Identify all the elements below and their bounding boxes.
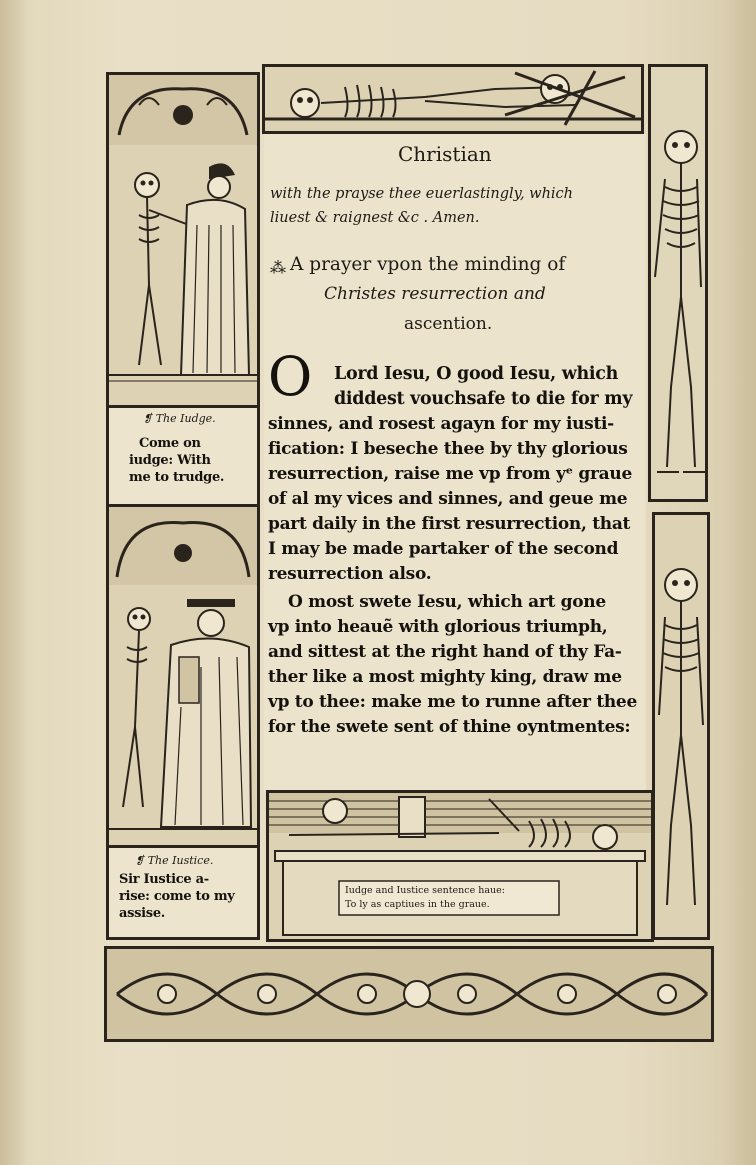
text-block xyxy=(264,134,646,792)
judge-and-death-icon xyxy=(109,75,257,405)
prayer-heading-mark: ⁂ xyxy=(270,258,286,277)
justice-caption-title: ❡ The Iustice. xyxy=(135,854,214,867)
justice-verse-line: Sir Iustice a- xyxy=(119,872,209,887)
justice-and-death-icon xyxy=(109,507,257,845)
intro-line: liuest & raignest &c . Amen. xyxy=(270,210,480,226)
body-line: diddest vouchsafe to die for my xyxy=(334,389,633,409)
judge-verse-line: Come on xyxy=(139,436,201,451)
body-line: of al my vices and sinnes, and geue me xyxy=(268,489,628,509)
tomb-woodcut xyxy=(266,790,654,942)
prayer-heading-line: A prayer vpon the minding of xyxy=(290,254,566,275)
body-line: sinnes, and rosest agayn for my iusti- xyxy=(268,414,614,434)
justice-verse-line: assise. xyxy=(119,906,166,921)
prayer-heading-line: ascention. xyxy=(404,314,493,334)
tomb-skeleton-icon xyxy=(269,793,651,939)
body-line: ther like a most mighty king, draw me xyxy=(268,667,622,687)
initial-letter: O xyxy=(268,345,312,408)
body-line: resurrection also. xyxy=(268,564,432,584)
foliage-ornament-icon xyxy=(107,949,711,1039)
reclining-skeleton-icon xyxy=(265,67,641,131)
body-line: fication: I beseche thee by thy glorious xyxy=(268,439,628,459)
judge-caption-title: ❡ The Iudge. xyxy=(143,412,216,425)
prayer-heading-line: Christes resurrection and xyxy=(324,284,546,304)
standing-skeleton-icon xyxy=(651,67,705,499)
justice-verse-line: rise: come to my xyxy=(119,889,235,904)
tomb-scroll-line: Iudge and Iustice sentence haue: xyxy=(345,885,505,896)
standing-skeleton-icon xyxy=(655,515,707,937)
right-skeleton-woodcut-lower xyxy=(652,512,710,940)
top-skeleton-woodcut xyxy=(262,64,644,134)
body-line: and sittest at the right hand of thy Fa- xyxy=(268,642,622,662)
body-line: O most swete Iesu, which art gone xyxy=(288,592,606,612)
running-head: Christian xyxy=(398,142,492,166)
body-line: vp into heauẽ with glorious triumph, xyxy=(268,617,608,637)
body-line: part daily in the first resurrection, that xyxy=(268,514,631,534)
right-skeleton-woodcut-upper xyxy=(648,64,708,502)
body-line: I may be made partaker of the second xyxy=(268,539,619,559)
justice-woodcut-panel xyxy=(106,504,260,940)
body-line: Lord Iesu, O good Iesu, which xyxy=(334,364,619,384)
body-line: for the swete sent of thine oyntmentes: xyxy=(268,717,631,737)
body-line: resurrection, raise me vp from yᵉ graue xyxy=(268,464,632,484)
judge-verse-line: iudge: With xyxy=(129,453,211,468)
intro-line: with the prayse thee euerlastingly, which xyxy=(270,186,574,202)
ornamental-border xyxy=(104,946,714,1042)
judge-verse-line: me to trudge. xyxy=(129,470,225,485)
judge-woodcut-panel xyxy=(106,72,260,508)
body-line: vp to thee: make me to runne after thee xyxy=(268,692,637,712)
tomb-scroll-line: To ly as captiues in the graue. xyxy=(345,899,490,910)
